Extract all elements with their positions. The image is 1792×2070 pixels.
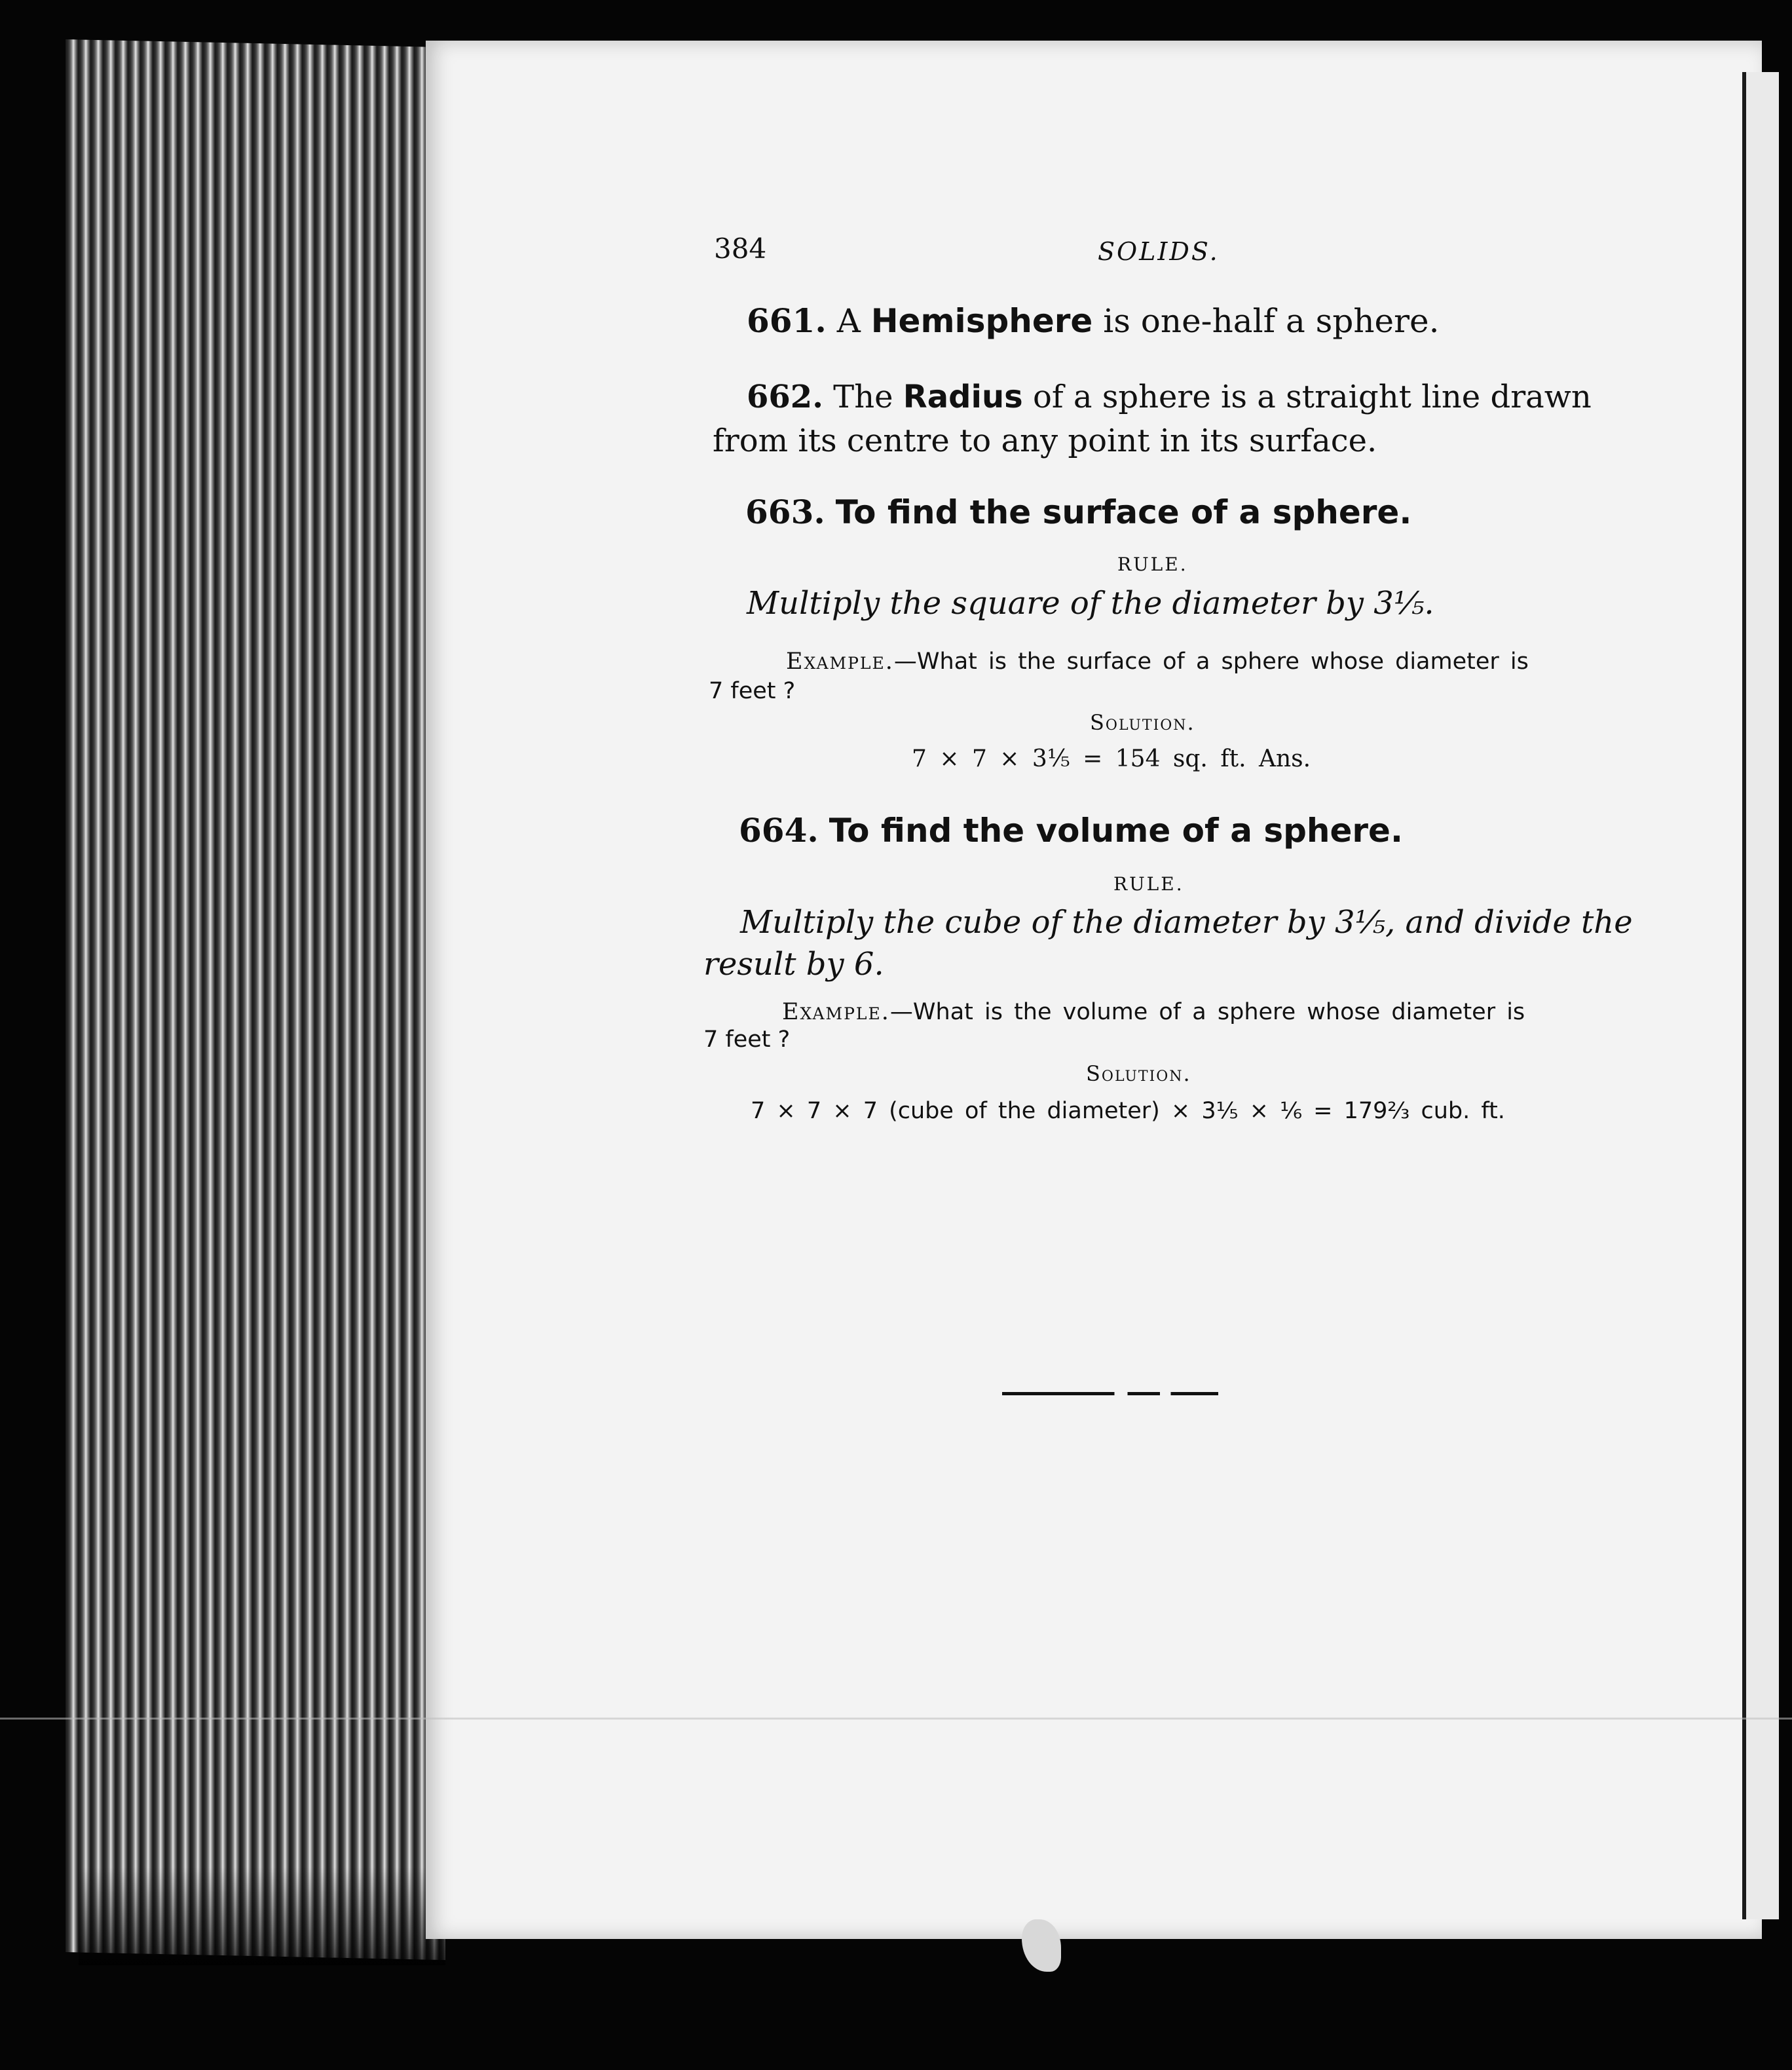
example [786,649,1529,675]
section-number: 664. [739,811,819,850]
defined-term: Hemisphere [870,302,1093,340]
section-662-line2: from its centre to any point in its surface. [713,423,1377,459]
rule-line2: result by 6. [703,946,884,983]
example-label: Example. [782,999,890,1025]
section-663-heading [745,493,1411,531]
example-text: —What is the volume of a sphere whose diameter is [889,999,1525,1025]
section-lead: The [833,379,893,415]
section-heading: To find the surface of a sphere. [835,493,1412,531]
solution-label: Solution. [1090,710,1195,735]
section-number: 662. [747,379,823,415]
section-divider [1002,1392,1218,1395]
section-text: of a sphere is a straight line drawn [1032,379,1592,415]
rule-label: RULE. [1117,554,1188,575]
page-number: 384 [714,233,767,265]
section-number: 663. [745,493,825,531]
example-text: —What is the surface of a sphere whose diameter is [893,649,1529,675]
example-line2: 7 feet ? [703,1026,791,1053]
section-number: 661. [747,301,827,340]
rule-text: Multiply the square of the diameter by 3⅕. [747,585,1434,622]
rule-text: Multiply the cube of the diameter by 3⅕, and divide the [740,904,1633,941]
section-heading: To find the volume of a sphere. [829,812,1403,850]
defined-term: Radius [903,379,1023,415]
solution-label: Solution. [1086,1061,1191,1086]
section-lead: A [836,302,861,340]
section-664-heading [739,811,1403,850]
solution-text: 7 × 7 × 7 (cube of the diameter) × 3⅕ × ⅙ = 179⅔ cub. ft. [751,1098,1505,1124]
example-label: Example. [786,649,894,675]
example-line2: 7 feet ? [709,678,796,704]
rule-label: RULE. [1113,873,1184,895]
solution-text: 7 × 7 × 3⅕ = 154 sq. ft. Ans. [912,745,1311,772]
section-662 [747,379,1592,415]
section-text: is one-half a sphere. [1103,302,1440,340]
running-title: SOLIDS. [1098,237,1220,266]
section-661 [747,301,1440,340]
example [782,999,1525,1025]
